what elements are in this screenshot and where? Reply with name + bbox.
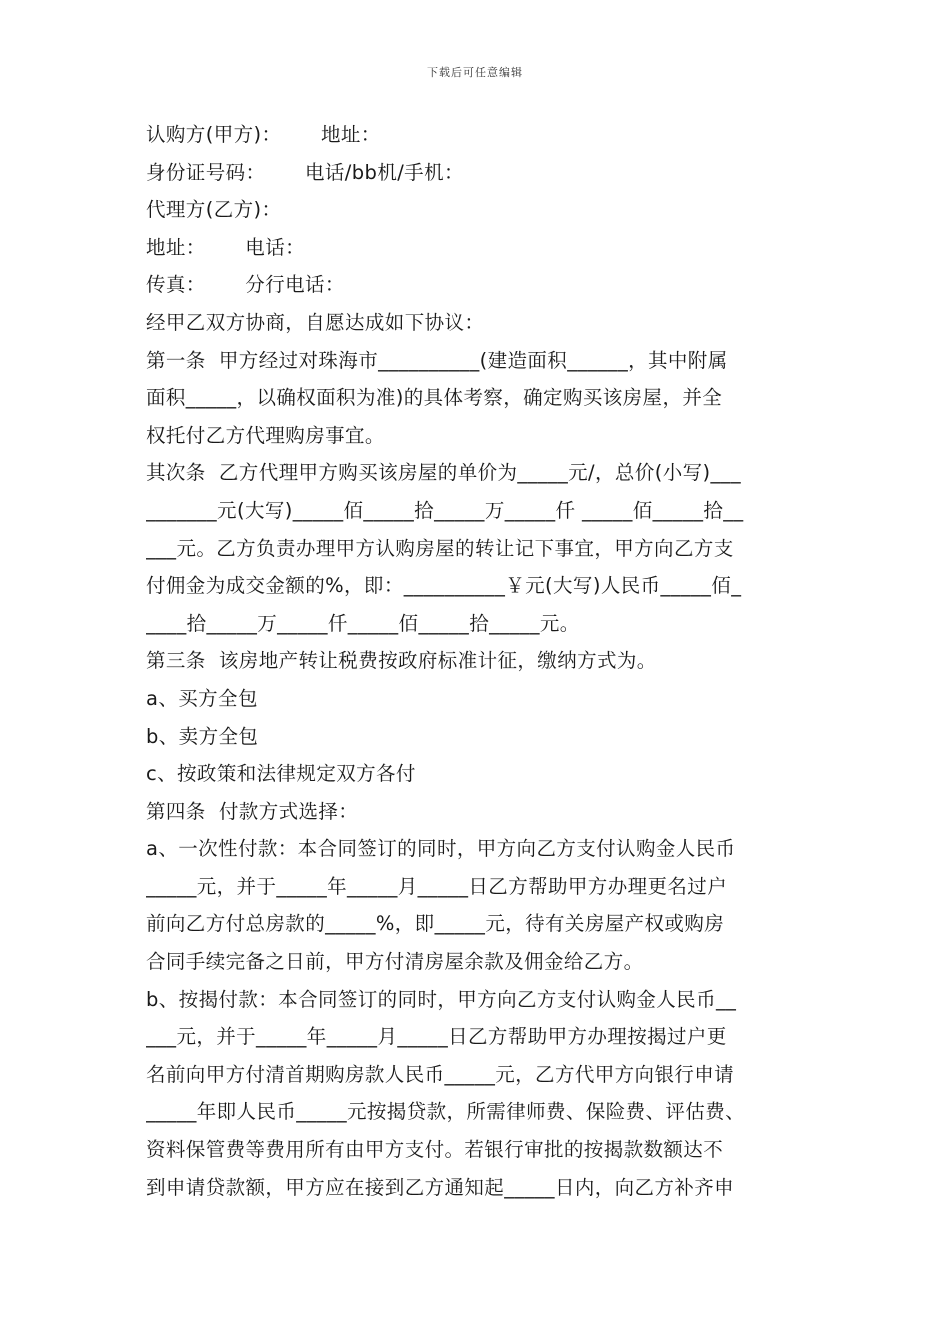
document-line: 第三条 该房地产转让税费按政府标准计征，缴纳方式为。 [146, 649, 657, 673]
document-body [146, 116, 816, 1206]
document-line: 资料保管费等费用所有由甲方支付。若银行审批的按揭款数额达不 [146, 1138, 724, 1162]
document-line: 经甲乙双方协商，自愿达成如下协议： [146, 310, 485, 334]
document-line: b、按揭付款：本合同签订的同时，甲方向乙方支付认购金人民币__ [146, 987, 737, 1011]
document-line: _____年即人民币_____元按揭贷款，所需律师费、保险费、评估费、 [146, 1100, 746, 1124]
document-line: 身份证号码： 电话/bb机/手机： [146, 160, 464, 184]
document-line: 第一条 甲方经过对珠海市__________(建造面积______，其中附属 [146, 348, 728, 372]
document-line: _____元，并于_____年_____月_____日乙方帮助甲方办理更名过户 [146, 874, 728, 898]
document-line: ___元。乙方负责办理甲方认购房屋的转让记下事宜，甲方向乙方支 [146, 536, 734, 560]
document-line: 合同手续完备之日前，甲方付清房屋余款及佣金给乙方。 [146, 950, 644, 974]
document-line: _______元(大写)_____佰_____拾_____万_____仟 _____佰_____拾__ [146, 498, 744, 522]
document-line: a、买方全包 [146, 686, 258, 710]
document-line: 到申请贷款额，甲方应在接到乙方通知起_____日内，向乙方补齐申 [146, 1175, 735, 1199]
document-line: 认购方(甲方)： 地址： [146, 123, 381, 146]
document-line: 其次条 乙方代理甲方购买该房屋的单价为_____元/，总价(小写)___ [146, 461, 741, 485]
document-line: ____拾_____万_____仟_____佰_____拾_____元。 [146, 611, 580, 635]
document-line: c、按政策和法律规定双方各付 [146, 762, 416, 786]
document-line: 地址： 电话： [146, 235, 305, 259]
document-line: 代理方(乙方)： [146, 198, 282, 222]
document-line: 第四条 付款方式选择： [146, 799, 359, 823]
document-line: b、卖方全包 [146, 724, 259, 748]
document-line: 传真： 分行电话： [146, 273, 345, 297]
document-line: 权托付乙方代理购房事宜。 [146, 423, 385, 447]
document-line: a、一次性付款：本合同签订的同时，甲方向乙方支付认购金人民币 [146, 837, 736, 861]
document-line: 名前向甲方付清首期购房款人民币_____元，乙方代甲方向银行申请 [146, 1062, 735, 1086]
document-line: ___元，并于_____年_____月_____日乙方帮助甲方办理按揭过户更 [146, 1025, 727, 1049]
document-line: 面积_____，以确权面积为准)的具体考察，确定购买该房屋，并全 [146, 386, 723, 410]
document-line: 付佣金为成交金额的%，即：__________￥元(大写)人民币_____佰_ [146, 574, 742, 598]
page-header: 下载后可任意编辑 [427, 66, 523, 79]
document-line: 前向乙方付总房款的_____%，即_____元，待有关房屋产权或购房 [146, 912, 725, 936]
